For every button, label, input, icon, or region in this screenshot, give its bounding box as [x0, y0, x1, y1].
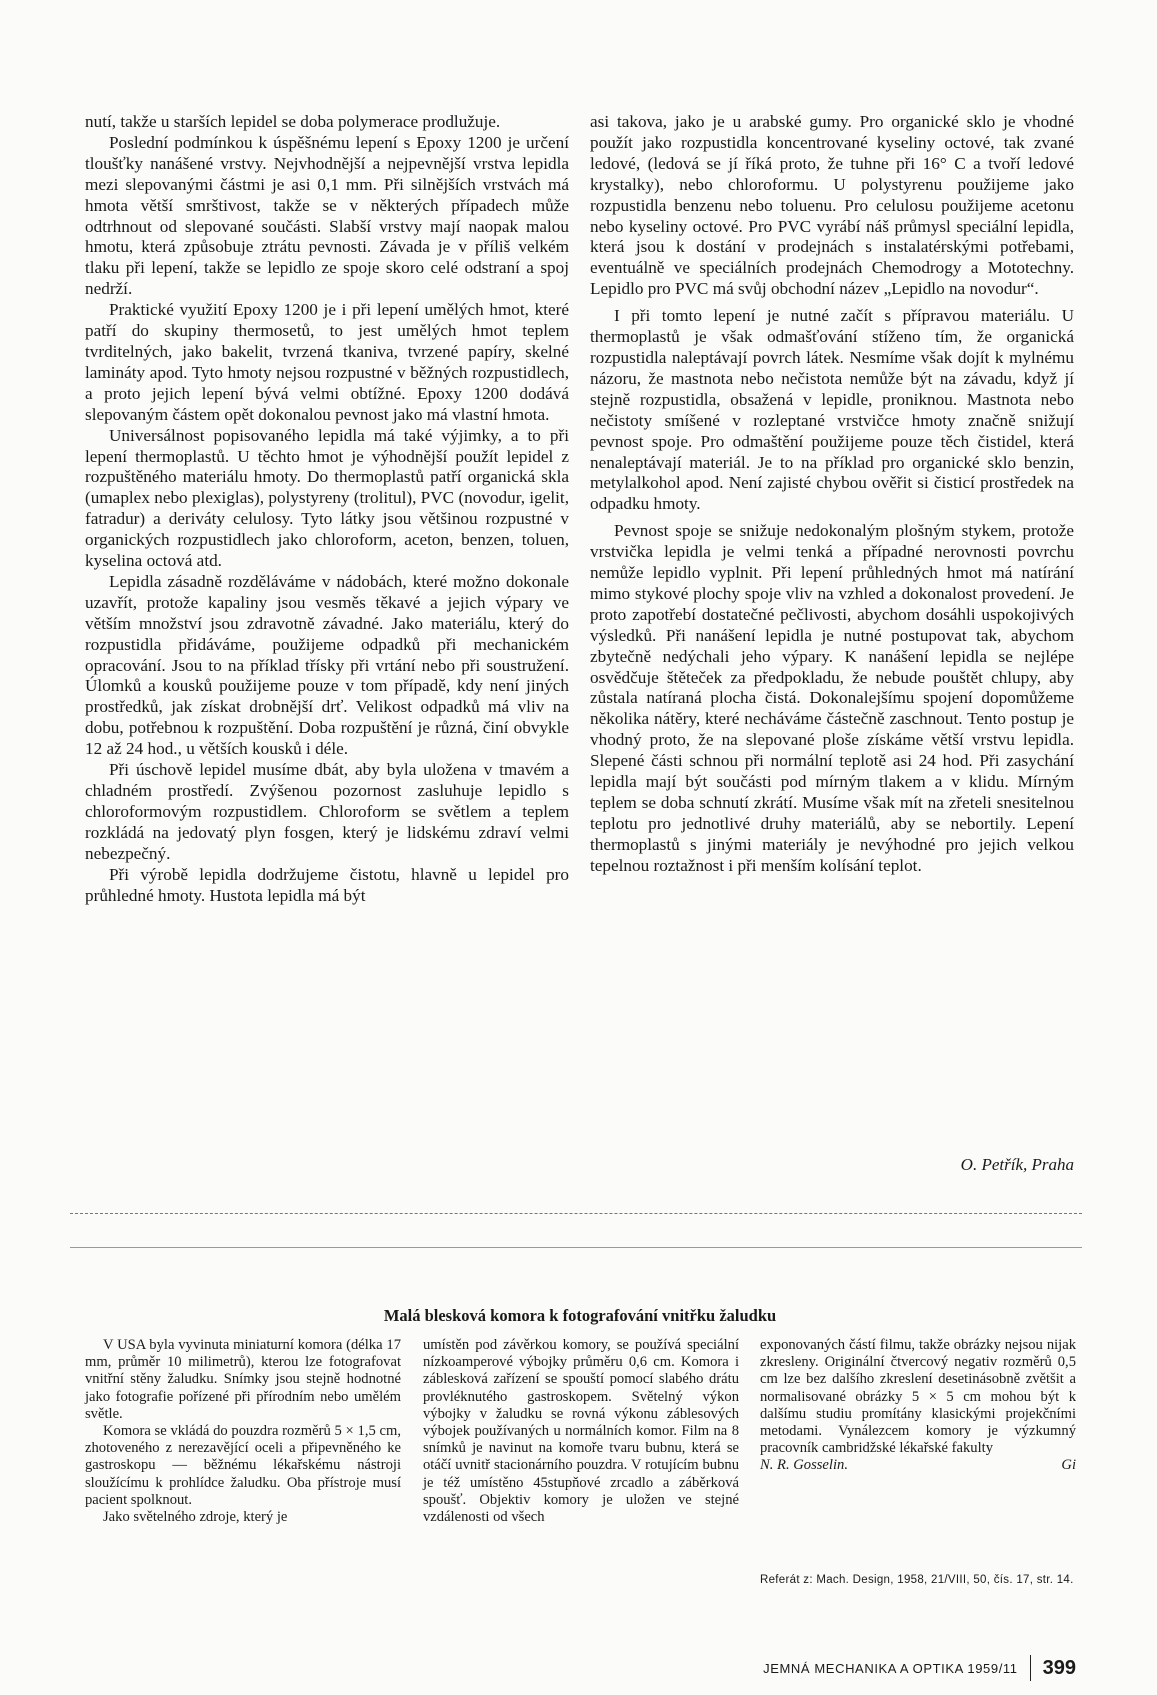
- paragraph: asi takova, jako je u arabské gumy. Pro organické sklo je vhodné použít jako rozpustidla koncentrované kyseliny octové, tak zvané ledové, (ledová se jí říká proto, že tuhne při 16° C a tvoří ledové krystalky), nebo chloroformu. U polystyrenu použijeme jako rozpustidla benzenu nebo toluenu. Pro celulosu použijeme acetonu nebo kyseliny octové. Pro PVC vyrábí náš průmysl speciální lepidla, která jsou k dostání v prodejnách s instalatérskými potřebami, eventuálně ve speciálních prodejnách Chemodrogy a Mototechny. Lepidlo pro PVC má svůj obchodní název „Lepidlo na novodur“.: [590, 112, 1074, 299]
- short-article-column-3: [760, 1337, 1076, 1475]
- paragraph: I při tomto lepení je nutné začít s přípravou materiálu. U thermoplastů je však odmašťování stíženo tím, že organická rozpustidla naleptávají povrch látek. Nesmíme však dojít k mylnému názoru, že mastnota nebo nečistota nemůže být na závadu, když jí stejně rozpustidla, obsažená v lepidle, proniknou. Mastnota nebo nečistoty smíšené v rozleptané vrstvičce hmoty značně snižují pevnost spoje. Pro odmaštění použijeme pouze těch čistidel, která nenaleptávají materiál. Je to na příklad pro organické sklo benzin, metylalkohol apod. Není zajisté chybou ověřit si čisticí prostředek na odpadku hmoty.: [590, 306, 1074, 514]
- author-initials: Gi: [1061, 1457, 1076, 1474]
- paragraph: Universálnost popisovaného lepidla má také výjimky, a to při lepení thermoplastů. U těchto hmot je výhodnější použít lepidel z rozpuštěného materiálu hmoty. Do thermoplastů patří organická skla (umaplex nebo plexiglas), polystyreny (trolitul), PVC (novodur, igelit, fatradur) a deriváty celulosy. Tyto látky jsou většinou rozpustné v organických rozpustidlech jako chloroform, aceton, benzen, toluen, kyselina octová atd.: [85, 425, 569, 571]
- section-divider: [70, 1213, 1082, 1214]
- author-name: N. R. Gosselin.: [760, 1457, 848, 1474]
- article-right-column: [590, 112, 1074, 877]
- footer-divider: [1030, 1655, 1031, 1681]
- paragraph: Při výrobě lepidla dodržujeme čistotu, hlavně u lepidel pro průhledné hmoty. Hustota lepidla má být: [85, 864, 569, 905]
- page-number: 399: [1042, 1656, 1076, 1679]
- paragraph: nutí, takže u starších lepidel se doba polymerace prodlužuje.: [85, 112, 501, 131]
- short-article-column-1: [85, 1337, 401, 1526]
- article-signature: O. Petřík, Praha: [960, 1155, 1074, 1174]
- page-footer: [600, 1655, 1076, 1681]
- paragraph: V USA byla vyvinuta miniaturní komora (délka 17 mm, průměr 10 milimetrů), kterou lze fotografovat vnitřní stěny žaludku. Snímky jsou stejně hodnotné jako fotografie pořízené při přírodním nebo umělém světle.: [85, 1337, 401, 1422]
- paragraph: Lepidla zásadně rozděláváme v nádobách, které možno dokonale uzavřít, protože kapaliny jsou vesměs těkavé a jejich výpary ve větším množství jsou zdravotně závadné. Jako materiálu, který do rozpustidla přidáváme, použijeme odpadků při mechanickém opracování. Jsou to na příklad třísky při vrtání nebo při soustružení. Úlomků a kousků použijeme pouze v tom případě, kdy není jiných prostředků, jak získat drobnější drť. Velikost odpadků má vliv na dobu, potřebnou k rozpuštění. Doba rozpuštění je různá, činí obvykle 12 až 24 hod., u větších kousků i déle.: [85, 571, 569, 759]
- article-left-column: [85, 112, 569, 906]
- paragraph: Poslední podmínkou k úspěšnému lepení s Epoxy 1200 je určení tloušťky nanášené vrstvy. Nejvhodnější a nejpevnější vrstva lepidla mezi slepovanými částmi je asi 0,1 mm. Při silnějších vrstvách má hmota větší smrštivost, takže se v některých případech může odtrhnout od slepované součásti. Slabší vrstvy mají naopak malou hmotu, která způsobuje ztrátu pevnosti. Závada je v příliš velkém tlaku při lepení, takže se lepidlo ze spoje skoro celé odstraní a spoj nedrží.: [85, 132, 569, 299]
- short-article-column-2: [423, 1337, 739, 1526]
- paragraph: Pevnost spoje se snižuje nedokonalým plošným stykem, protože vrstvička lepidla je velmi tenká a případné nerovnosti povrchu nemůže lepidlo vyplnit. Při lepení průhledných hmot má natírání mimo stykové plochy spoje vliv na vzhled a dokonalost provedení. Je proto zapotřebí dostatečné pečlivosti, abychom dosáhli uspokojivých výsledků. Při nanášení lepidla je nutné postupovat tak, abychom zbytečně nedýchali jeho výpary. K nanášení lepidla se nejlépe osvědčuje štěteček za předpokladu, že nebude pouštět chlupy, aby zůstala natíraná plocha čistá. Dokonalejšímu spojení dopomůžeme několika nátěry, které necháváme částečně zaschnout. Tento postup je vhodný proto, že na slepované ploše získáme větší vrstvu lepidla. Slepené části schnou při normální teplotě asi 24 hod. Při zasychání lepidla mají být součásti pod mírným tlakem a v klidu. Mírným teplem se doba schnutí zkrátí. Musíme však mít na zřeteli snesitelnou teplotu pro jednotlivé druhy materiálů, aby se nebortily. Lepení thermoplastů s jinými materiály je nevýhodné pro jejich velkou tepelnou roztažnost i při menším kolísání teplot.: [590, 521, 1074, 875]
- paragraph: exponovaných částí filmu, takže obrázky nejsou nijak zkresleny. Originální čtvercový negativ rozměrů 0,5 cm lze bez dalšího zkreslení desetinásobně zvětšit a normalisované obrázky 5 × 5 cm mohou být k dalšímu studiu promítány klasickými projekčními metodami. Vynálezcem komory je výzkumný pracovník cambridžské lékařské fakulty: [760, 1337, 1076, 1457]
- reference-note: Referát z: Mach. Design, 1958, 21/VIII, 50, čís. 17, str. 14.: [760, 1574, 1074, 1586]
- author-line: [760, 1457, 1076, 1474]
- short-article-title: Malá blesková komora k fotografování vnitřku žaludku: [383, 1306, 777, 1325]
- paragraph: Při úschově lepidel musíme dbát, aby byla uložena v tmavém a chladném prostředí. Zvýšenou pozornost zasluhuje lepidlo s chloroformovým rozpustidlem. Chloroform se světlem a teplem rozkládá na jedovatý plyn fosgen, který je lidskému zdraví velmi nebezpečný.: [85, 760, 569, 863]
- section-divider: [70, 1247, 1082, 1248]
- paragraph: Komora se vkládá do pouzdra rozměrů 5 × 1,5 cm, zhotoveného z nerezavějící oceli a připevněného ke gastroskopu — běžnému lékařskému nástroji sloužícímu k prohlídce žaludku. Oba přístroje musí pacient spolknout.: [85, 1423, 401, 1508]
- journal-name: JEMNÁ MECHANIKA A OPTIKA 1959/11: [763, 1660, 1018, 1676]
- paragraph: Jako světelného zdroje, který je: [103, 1509, 288, 1526]
- paragraph: Praktické využití Epoxy 1200 je i při lepení umělých hmot, které patří do skupiny thermosetů, to jest umělých hmot teplem tvrditelných, jako bakelit, tvrzená tkaniva, tvrzené papíry, skelné lamináty apod. Tyto hmoty nejsou rozpustné v běžných rozpustidlech, a proto jejich lepení bývá velmi obtížné. Epoxy 1200 dodává slepovaným částem opět dokonalou pevnost jako má vlastní hmota.: [85, 300, 569, 424]
- paragraph: umístěn pod závěrkou komory, se používá speciální nízkoamperové výbojky průměru 0,6 cm. Komora i záblesková zařízení se spouští pomocí slabého drátu provléknutého gastroskopem. Světelný výkon výbojky v žaludku se rovná výkonu záblesových výbojek používaných u normálních komor. Film na 8 snímků je navinut na komoře tvaru bubnu, která se otáčí uvnitř stacionárního pouzdra. V rotujícím bubnu je též umístěno 45stupňové zrcadlo a záběrková spoušť. Objektiv komory je uložen ve stejné vzdálenosti od všech: [423, 1337, 739, 1526]
